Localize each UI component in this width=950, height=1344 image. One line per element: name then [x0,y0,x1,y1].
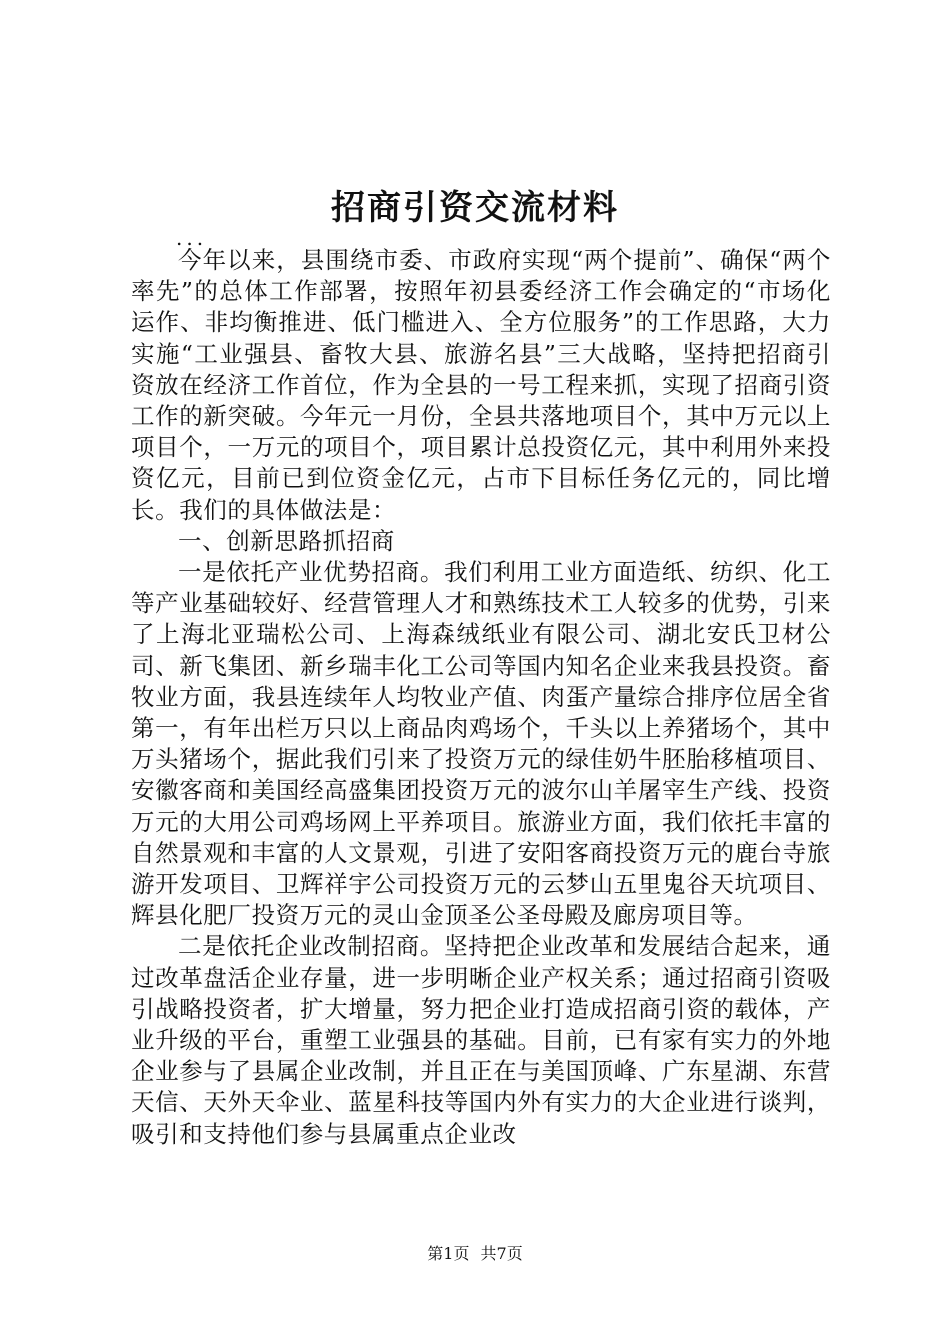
industry-paragraph: 一是依托产业优势招商。我们利用工业方面造纸、纺织、化工等产业基础较好、经营管理人才和熟练技术工人较多的优势，引来了上海北亚瑞松公司、上海森绒纸业有限公司、湖北安氏卫材公司、新飞集团、新乡瑞丰化工公司等国内知名企业来我县投资。畜牧业方面，我县连续年人均牧业产值、肉蛋产量综合排序位居全省第一，有年出栏万只以上商品肉鸡场个，千头以上养猪场个，其中万头猪场个，据此我们引来了投资万元的绿佳奶牛胚胎移植项目、安徽客商和美国经高盛集团投资万元的波尔山羊屠宰生产线、投资万元的大用公司鸡场网上平养项目。旅游业方面，我们依托丰富的自然景观和丰富的人文景观，引进了安阳客商投资万元的鹿台寺旅游开发项目、卫辉祥宇公司投资万元的云梦山五里鬼谷天坑项目、辉县化肥厂投资万元的灵山金顶圣公圣母殿及廊房项目等。 [131,558,831,930]
page-number: 第1页 [427,1244,470,1263]
intro-paragraph: 今年以来，县围绕市委、市政府实现“两个提前”、确保“两个率先”的总体工作部署，按照年初县委经济工作会确定的“市场化运作、非均衡推进、低门槛进入、全方位服务”的工作思路，大力实施“工业强县、畜牧大县、旅游名县”三大战略，坚持把招商引资放在经济工作首位，作为全县的一号工程来抓，实现了招商引资工作的新突破。今年元一月份，全县共落地项目个，其中万元以上项目个，一万元的项目个，项目累计总投资亿元，其中利用外来投资亿元，目前已到位资金亿元，占市下目标任务亿元的，同比增长。我们的具体做法是： [131,246,831,524]
document-title: 招商引资交流材料 [331,188,619,228]
ellipsis-marker: ... [176,226,208,250]
section-heading: 一、创新思路抓招商 [178,526,395,555]
page-total: 共7页 [480,1244,523,1263]
reform-paragraph: 二是依托企业改制招商。坚持把企业改革和发展结合起来，通过改革盘活企业存量，进一步明晰企业产权关系；通过招商引资吸引战略投资者，扩大增量，努力把企业打造成招商引资的载体，产业升级的平台，重塑工业强县的基础。目前，已有家有实力的外地企业参与了县属企业改制，并且正在与美国顶峰、广东星湖、东营天信、天外天伞业、蓝星科技等国内外有实力的大企业进行谈判，吸引和支持他们参与县属重点企业改 [131,932,831,1148]
page-footer [0,1243,950,1265]
document-body [131,245,831,1150]
